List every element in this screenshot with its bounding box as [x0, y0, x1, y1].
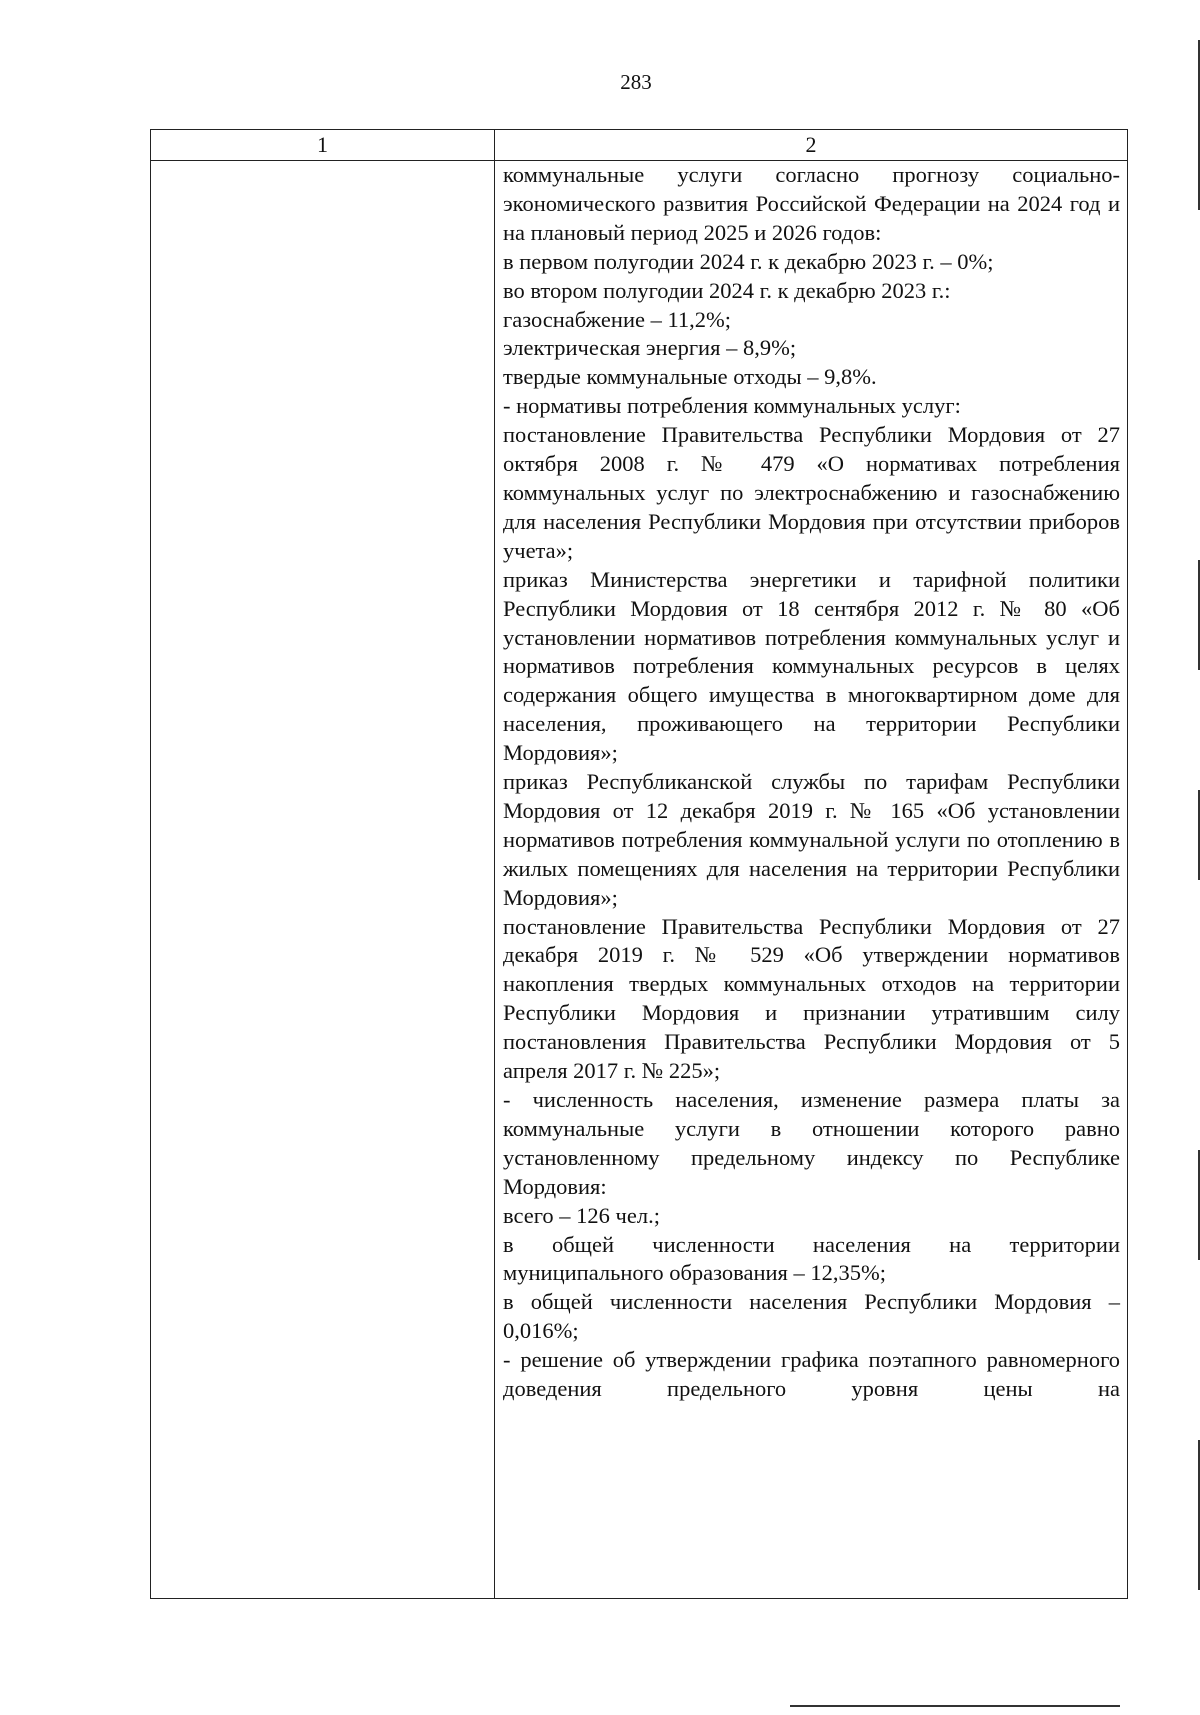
- paragraph-electricity: электрическая энергия – 8,9%;: [503, 335, 797, 361]
- paragraph-population-total: всего – 126 чел.;: [503, 1202, 660, 1228]
- table-row: [151, 161, 1128, 1599]
- paragraph-resolution-479: постановление Правительства Республики Мордовия от 27 октября 2008 г. № 479 «О нормативах потребления коммунальных услуг по электроснабжению и газоснабжению для населения Республики Мордовия при отсутствии приборов учета»;: [503, 422, 1120, 563]
- table-header-row: [151, 130, 1128, 161]
- column-1-header: 1: [151, 130, 495, 161]
- paragraph-norms-heading: - нормативы потребления коммунальных услуг:: [503, 393, 961, 419]
- paragraph-second-half: во втором полугодии 2024 г. к декабрю 2023 г.:: [503, 277, 951, 303]
- paragraph-gas: газоснабжение – 11,2%;: [503, 306, 732, 332]
- column-2-cell: [495, 161, 1128, 1599]
- page-number: 283: [620, 70, 652, 94]
- column-2-header: 2: [495, 130, 1128, 161]
- paragraph-population-heading: - численность населения, изменение размера платы за коммунальные услуги в отношении которого равно установленному предельному индексу по Республике Мордовия:: [503, 1087, 1120, 1199]
- paragraph-resolution-529: постановление Правительства Республики Мордовия от 27 декабря 2019 г. № 529 «Об утверждении нормативов накопления твердых коммунальных отходов на территории Республики Мордовия и признании утратившим силу постановления Правительства Республики Мордовия от 5 апреля 2017 г. № 225»;: [503, 913, 1120, 1084]
- paragraph-order-80: приказ Министерства энергетики и тарифной политики Республики Мордовия от 18 сентября 2012 г. № 80 «Об установлении нормативов потребления коммунальных услуг и нормативов потребления коммунальных ресурсов в целях содержания общего имущества в многоквартирном доме для населения, проживающего на территории Республики Мордовия»;: [503, 566, 1120, 766]
- document-table: [150, 129, 1128, 1599]
- paragraph-schedule-decision: - решение об утверждении графика поэтапного равномерного доведения предельного уровня цены на: [503, 1347, 1120, 1402]
- paragraph-forecast: коммунальные услуги согласно прогнозу социально-экономического развития Российской Федерации на 2024 год и на плановый период 2025 и 2026 годов:: [503, 162, 1120, 245]
- paragraph-waste: твердые коммунальные отходы – 9,8%.: [503, 364, 877, 390]
- scan-bottom-mark: [790, 1705, 1120, 1707]
- paragraph-first-half: в первом полугодии 2024 г. к декабрю 2023 г. – 0%;: [503, 248, 994, 274]
- paragraph-population-republic: в общей численности населения Республики Мордовия – 0,016%;: [503, 1289, 1120, 1344]
- paragraph-order-165: приказ Республиканской службы по тарифам Республики Мордовия от 12 декабря 2019 г. № 165 «Об установлении нормативов потребления коммунальной услуги по отоплению в жилых помещениях для населения на территории Республики Мордовия»;: [503, 769, 1120, 910]
- column-1-cell: [151, 161, 495, 1599]
- paragraph-population-municipal: в общей численности населения на территории муниципального образования – 12,35%;: [503, 1231, 1120, 1286]
